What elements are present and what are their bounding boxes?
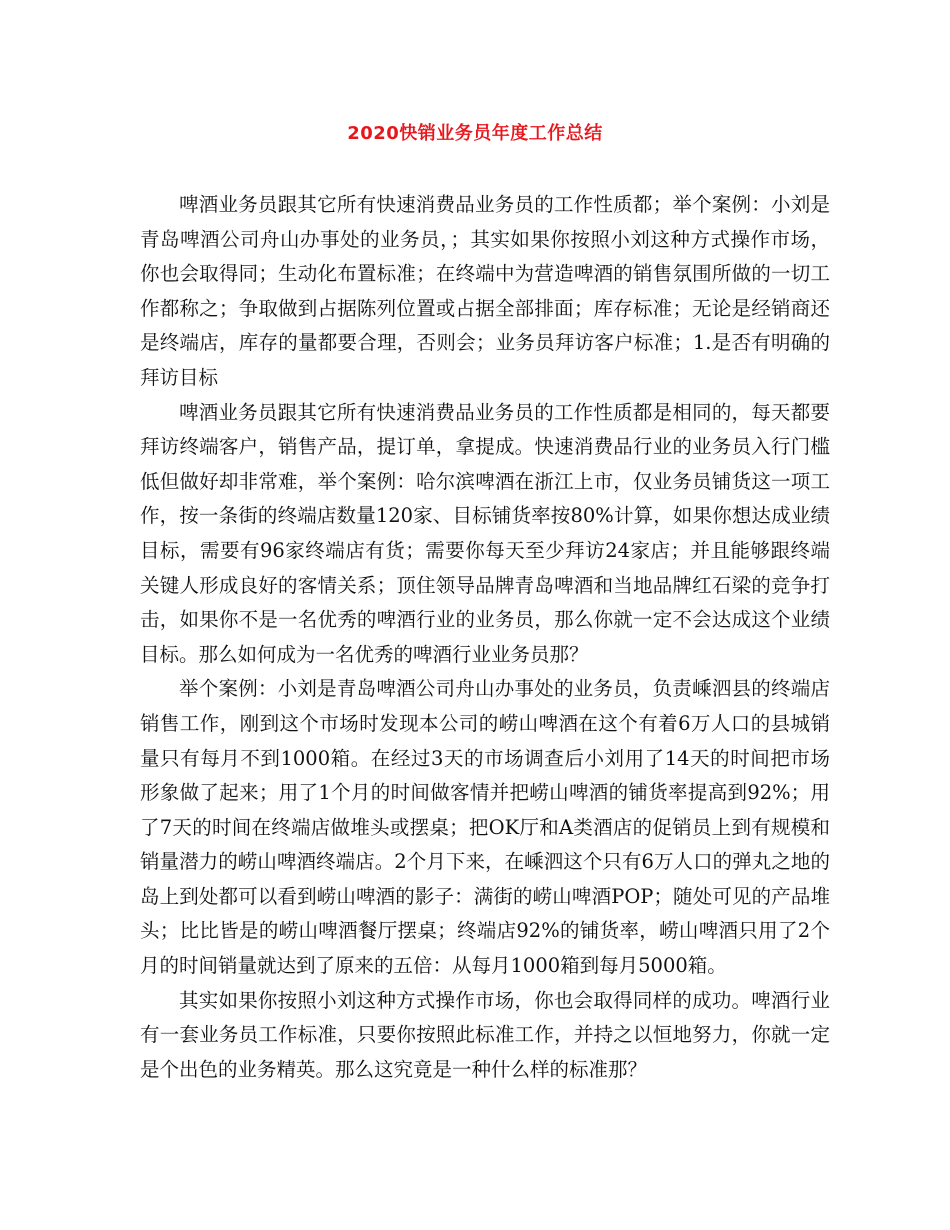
paragraph-3: 举个案例：小刘是青岛啤酒公司舟山办事处的业务员，负责嵊泗县的终端店销售工作，刚到这个市场时发现本公司的崂山啤酒在这个有着6万人口的县城销量只有每月不到1000箱。在经过3天的市场调查后小刘用了14天的时间把市场形象做了起来；用了1个月的时间做客情并把崂山啤酒的铺货率提高到92%；用了7天的时间在终端店做堆头或摆桌；把OK厅和A类酒店的促销员上到有规模和销量潜力的崂山啤酒终端店。2个月下来，在嵊泗这个只有6万人口的弹丸之地的岛上到处都可以看到崂山啤酒的影子：满街的崂山啤酒POP；随处可见的产品堆头；比比皆是的崂山啤酒餐厅摆桌；终端店92%的铺货率，崂山啤酒只用了2个月的时间销量就达到了原来的五倍：从每月1000箱到每月5000箱。 [140,677,830,978]
document-body [140,188,830,1087]
document-title: 2020快销业务员年度工作总结 [347,123,603,144]
paragraph-2: 啤酒业务员跟其它所有快速消费品业务员的工作性质都是相同的，每天都要拜访终端客户，销售产品，提订单，拿提成。快速消费品行业的业务员入行门槛低但做好却非常难，举个案例：哈尔滨啤酒在浙江上市，仅业务员铺货这一项工作，按一条街的终端店数量120家、目标铺货率按80%计算，如果你想达成业绩目标，需要有96家终端店有货；需要你每天至少拜访24家店；并且能够跟终端关键人形成良好的客情关系；顶住领导品牌青岛啤酒和当地品牌红石梁的竞争打击，如果你不是一名优秀的啤酒行业的业务员，那么你就一定不会达成这个业绩目标。那么如何成为一名优秀的啤酒行业业务员那？ [140,400,830,666]
paragraph-1: 啤酒业务员跟其它所有快速消费品业务员的工作性质都；举个案例：小刘是青岛啤酒公司舟山办事处的业务员，；其实如果你按照小刘这种方式操作市场，你也会取得同；生动化布置标准；在终端中为营造啤酒的销售氛围所做的一切工作都称之；争取做到占据陈列位置或占据全部排面；库存标准；无论是经销商还是终端店，库存的量都要合理，否则会；业务员拜访客户标准；1.是否有明确的拜访目标 [140,193,830,389]
paragraph-4: 其实如果你按照小刘这种方式操作市场，你也会取得同样的成功。啤酒行业有一套业务员工作标准，只要你按照此标准工作，并持之以恒地努力，你就一定是个出色的业务精英。那么这究竟是一种什么样的标准那？ [140,988,830,1081]
